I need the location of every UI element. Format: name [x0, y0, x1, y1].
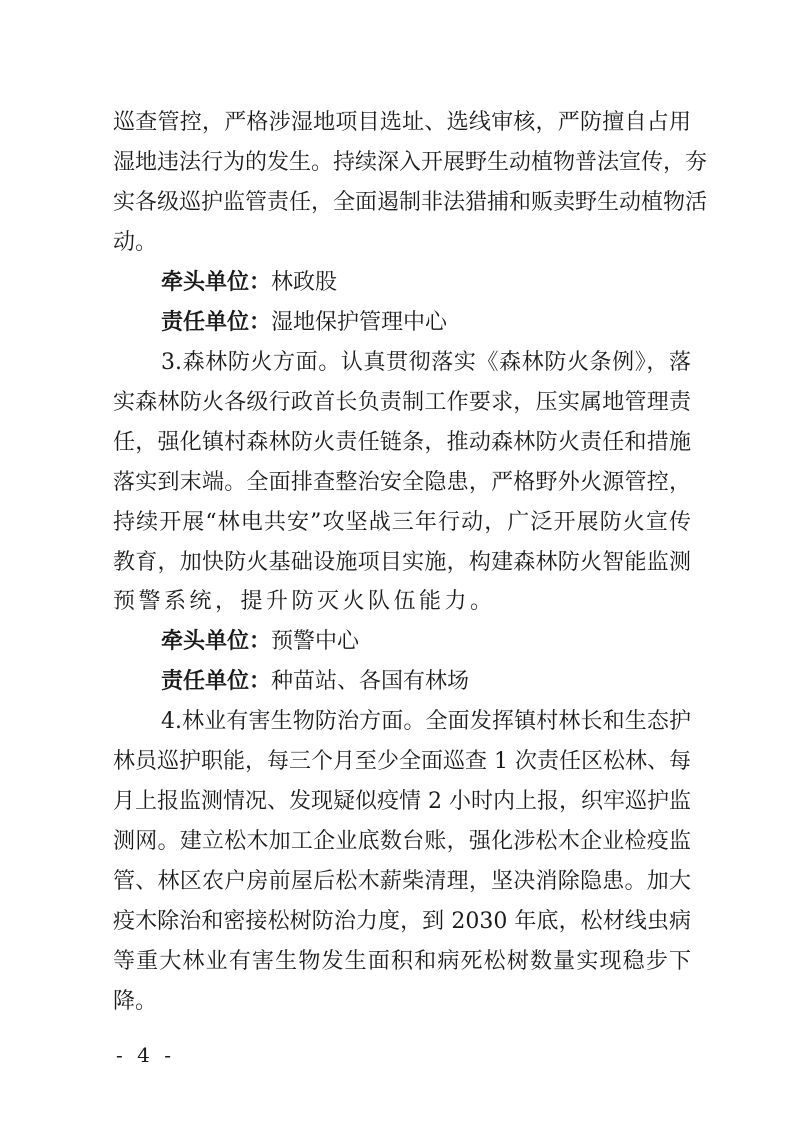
paragraph-line: 巡查管控，严格涉湿地项目选址、选线审核，严防擅自占用 [113, 110, 691, 135]
responsible-unit-value: 种苗站、各国有林场 [271, 669, 470, 695]
paragraph-line: 实各级巡护监管责任，全面遏制非法猎捕和贩卖野生动植物活 [113, 189, 708, 215]
responsible-unit [161, 308, 691, 338]
lead-unit-label: 牵头单位： [161, 629, 272, 655]
lead-unit-label: 牵头单位： [161, 269, 272, 295]
paragraph-line: 预警系统，提升防灭火队伍能力。 [113, 589, 496, 615]
paragraph-line: 动。 [113, 229, 158, 255]
paragraph-line: 等重大林业有害生物发生面积和病死松树数量实现稳步下 [113, 949, 691, 975]
paragraph-line: 落实到末端。全面排查整治安全隐患，严格野外火源管控， [113, 469, 691, 495]
paragraph-line: 降。 [113, 989, 158, 1014]
page-number: - 4 - [116, 1043, 175, 1067]
paragraph-line: 月上报监测情况、发现疑似疫情 2 小时内上报，织牢巡护监 [113, 789, 691, 815]
paragraph-line: 任，强化镇村森林防火责任链条，推动森林防火责任和措施 [113, 429, 691, 455]
section-3-heading-line: 3.森林防火方面。认真贯彻落实《森林防火条例》，落 [161, 349, 691, 375]
paragraph-line: 测网。建立松木加工企业底数台账，强化涉松木企业检疫监 [113, 829, 691, 855]
paragraph-line: 湿地违法行为的发生。持续深入开展野生动植物普法宣传，夯 [113, 149, 708, 175]
paragraph-line: 林员巡护职能，每三个月至少全面巡查 1 次责任区松林、每 [113, 749, 691, 775]
paragraph-line: 管、林区农户房前屋后松木薪柴清理，坚决消除隐患。加大 [113, 869, 691, 895]
lead-unit-value: 林政股 [271, 269, 338, 295]
paragraph-line: 实森林防火各级行政首长负责制工作要求，压实属地管理责 [113, 389, 691, 415]
paragraph-line: 持续开展“林电共安”攻坚战三年行动，广泛开展防火宣传 [113, 509, 691, 535]
paragraph-line: 教育，加快防火基础设施项目实施，构建森林防火智能监测 [113, 549, 691, 575]
lead-unit [161, 627, 691, 657]
responsible-unit-value: 湿地保护管理中心 [271, 309, 448, 335]
responsible-unit-label: 责任单位： [161, 669, 272, 695]
lead-unit-value: 预警中心 [271, 629, 360, 655]
section-4-heading-line: 4.林业有害生物防治方面。全面发挥镇村林长和生态护 [161, 709, 691, 735]
responsible-unit [161, 667, 691, 697]
responsible-unit-label: 责任单位： [161, 309, 272, 335]
paragraph-line: 疫木除治和密接松树防治力度，到 2030 年底，松材线虫病 [113, 909, 691, 935]
lead-unit [161, 268, 691, 298]
